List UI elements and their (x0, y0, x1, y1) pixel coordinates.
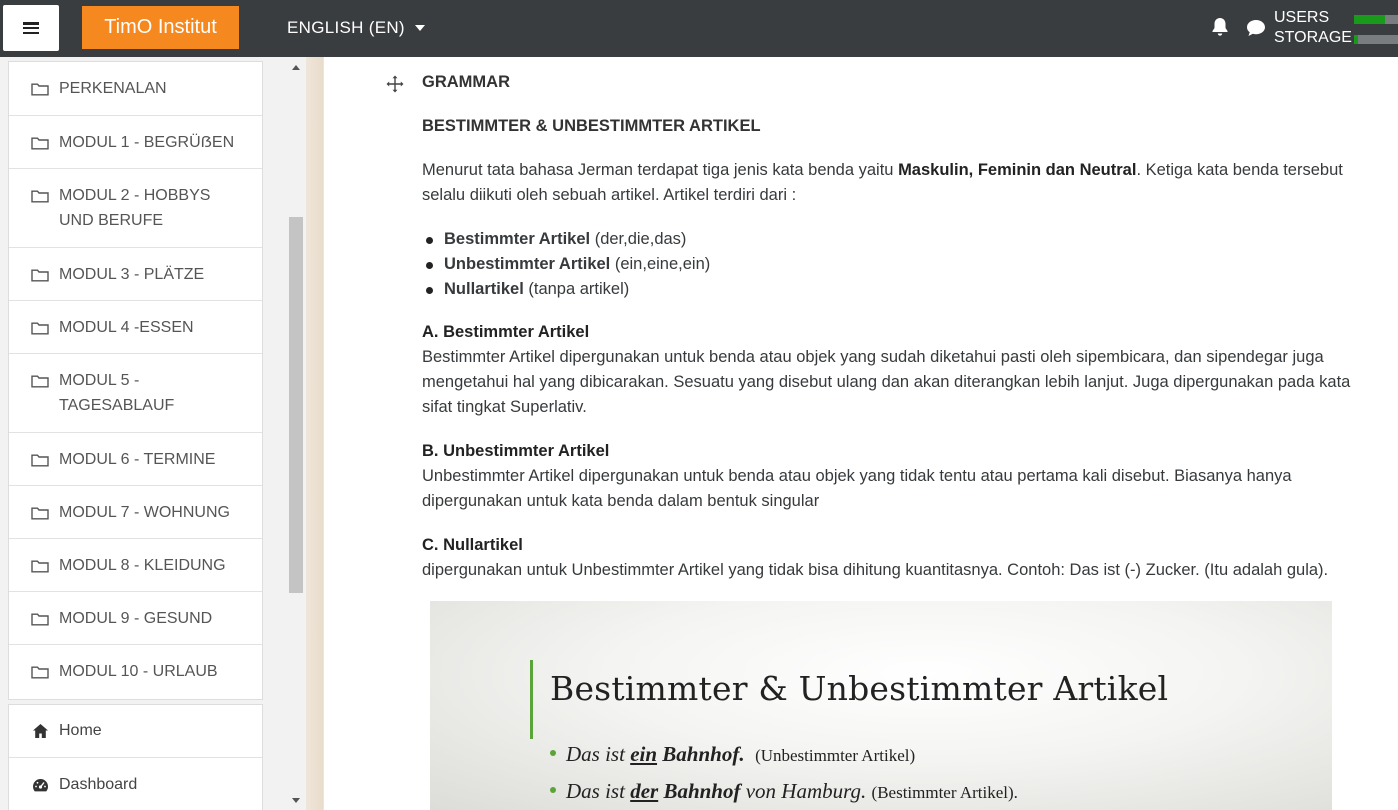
slide-accent-bar (530, 660, 533, 739)
sidebar-item-label: MODUL 2 - HOBBYS UND BERUFE (59, 187, 211, 229)
bullet-dot-icon (550, 750, 556, 756)
section-a-heading: A. Bestimmter Artikel (422, 323, 590, 341)
storage-quota-fill (1354, 35, 1358, 44)
sidebar-item-label: MODUL 4 -ESSEN (59, 319, 194, 336)
list-item (422, 277, 710, 302)
sidebar-item-modul-2[interactable] (9, 169, 262, 248)
nav-item-dashboard[interactable] (9, 758, 262, 810)
language-selector[interactable] (287, 18, 425, 38)
slide-note: (Unbestimmter Artikel) (755, 746, 916, 765)
folder-icon (31, 189, 49, 203)
list-item-bold: Bestimmter Artikel (444, 230, 591, 248)
folder-icon (31, 506, 49, 520)
sidebar-item-label: MODUL 9 - GESUND (59, 610, 213, 627)
folder-icon (31, 559, 49, 573)
slide-example-2 (550, 779, 1018, 804)
sidebar-item-label: MODUL 7 - WOHNUNG (59, 504, 230, 521)
section-c-text: dipergunakan untuk Unbestimmter Artikel yang tidak bisa dihitung kuantitasnya. Contoh: Das ist (-) Zucker. (Itu adalah gula). (422, 561, 1329, 579)
storage-quota-bar (1354, 35, 1398, 44)
menu-toggle-button[interactable] (3, 5, 59, 51)
sidebar-item-modul-5[interactable] (9, 354, 262, 433)
sidebar-item-label: MODUL 5 - TAGESABLAUF (59, 372, 175, 414)
scroll-down-arrow-icon[interactable] (292, 798, 300, 803)
section-c (422, 533, 1382, 583)
sidebar-item-modul-9[interactable] (9, 592, 262, 645)
quota-labels (1274, 8, 1352, 48)
list-item-text: (tanpa artikel) (523, 280, 630, 298)
slide-image (430, 601, 1332, 810)
sidebar-item-modul-10[interactable] (9, 645, 262, 699)
sidebar-item-label: MODUL 6 - TERMINE (59, 451, 216, 468)
home-icon (32, 723, 49, 739)
main-navigation (8, 704, 263, 810)
caret-down-icon (415, 25, 425, 31)
storage-quota-label: STORAGE (1274, 29, 1352, 46)
section-b-text: Unbestimmter Artikel dipergunakan untuk benda atau objek yang tidak tentu atau pertama kali disebut. Biasanya hanya dipergunakan untuk kata benda dalam bentuk singular (422, 467, 1292, 510)
hamburger-icon (23, 22, 39, 34)
slide-note: (Bestimmter Artikel). (871, 783, 1018, 802)
sidebar-item-label: MODUL 8 - KLEIDUNG (59, 557, 226, 574)
chat-icon[interactable] (1246, 19, 1266, 37)
slide-article: ein (630, 742, 658, 766)
bullet-dot-icon (550, 787, 556, 793)
section-a (422, 320, 1382, 420)
folder-icon (31, 374, 49, 388)
sidebar-item-perkenalan[interactable] (9, 62, 262, 116)
list-item (422, 252, 710, 277)
main-content (324, 57, 1398, 810)
page-subtitle: BESTIMMTER & UNBESTIMMTER ARTIKEL (422, 117, 761, 135)
sidebar-item-label: MODUL 3 - PLÄTZE (59, 266, 205, 283)
sidebar-item-modul-6[interactable] (9, 433, 262, 486)
slide-text: von Hamburg. (740, 779, 867, 803)
bell-icon[interactable] (1211, 17, 1229, 37)
move-icon[interactable] (386, 75, 404, 93)
nav-item-label: Home (59, 722, 102, 739)
slide-noun: Bahnhof (658, 779, 741, 803)
slide-article: der (630, 779, 659, 803)
section-b (422, 439, 1382, 514)
sidebar-item-modul-7[interactable] (9, 486, 262, 539)
intro-text-continued: . Ketiga kata benda tersebut selalu diikuti oleh sebuah artikel. Artikel terdiri dari : (422, 161, 1343, 204)
top-navbar (0, 0, 1398, 57)
brand-logo[interactable]: TimO Institut (82, 6, 239, 49)
section-c-heading: C. Nullartikel (422, 536, 523, 554)
users-quota-label: USERS (1274, 9, 1330, 26)
folder-icon (31, 82, 49, 96)
sidebar-item-label: MODUL 10 - URLAUB (59, 663, 218, 680)
folder-icon (31, 321, 49, 335)
sidebar-item-modul-3[interactable] (9, 248, 262, 301)
sidebar-item-modul-1[interactable] (9, 116, 262, 169)
users-quota-fill (1354, 15, 1385, 24)
nav-item-home[interactable] (9, 705, 262, 758)
section-a-text: Bestimmter Artikel dipergunakan untuk benda atau objek yang sudah diketahui pasti oleh sipembicara, dan sipendegar juga mengetahui hal yang dibicarakan. Sesuatu yang disebut ulang dan akan diterangkan lebih lanjut. Juga dipergunakan pada kata sifat tingkat Superlativ. (422, 348, 1351, 416)
folder-icon (31, 453, 49, 467)
sidebar-item-label: MODUL 1 - BEGRÜẞEN (59, 134, 235, 151)
nav-item-label: Dashboard (59, 775, 138, 793)
section-title: GRAMMAR (422, 73, 510, 91)
list-item-text: (ein,eine,ein) (610, 255, 711, 273)
folder-icon (31, 612, 49, 626)
scrollbar-thumb[interactable] (289, 217, 303, 593)
scroll-up-arrow-icon[interactable] (292, 65, 300, 70)
slide-noun: Bahnhof. (657, 742, 745, 766)
sidebar (0, 57, 306, 810)
language-label: ENGLISH (EN) (287, 18, 405, 37)
sidebar-item-label: PERKENALAN (59, 80, 167, 97)
page-background (306, 57, 323, 810)
list-item-bold: Unbestimmter Artikel (444, 255, 611, 273)
sidebar-scrollbar[interactable] (287, 57, 305, 810)
sidebar-item-modul-8[interactable] (9, 539, 262, 592)
course-sections-list (8, 61, 263, 700)
slide-text: Das ist (566, 742, 631, 766)
intro-paragraph (422, 158, 1382, 208)
section-b-heading: B. Unbestimmter Artikel (422, 442, 610, 460)
list-item-bold: Nullartikel (444, 280, 524, 298)
article-types-list (422, 227, 710, 302)
slide-title: Bestimmter & Unbestimmter Artikel (550, 669, 1169, 708)
slide-text: Das ist (566, 779, 631, 803)
folder-icon (31, 268, 49, 282)
folder-icon (31, 665, 49, 679)
intro-text: Menurut tata bahasa Jerman terdapat tiga jenis kata benda yaitu (422, 161, 899, 179)
intro-bold-text: Maskulin, Feminin dan Neutral (898, 161, 1137, 179)
folder-icon (31, 136, 49, 150)
slide-example-1 (550, 742, 915, 767)
dashboard-icon (32, 777, 49, 793)
sidebar-item-modul-4[interactable] (9, 301, 262, 354)
list-item-text: (der,die,das) (590, 230, 687, 248)
list-item (422, 227, 710, 252)
